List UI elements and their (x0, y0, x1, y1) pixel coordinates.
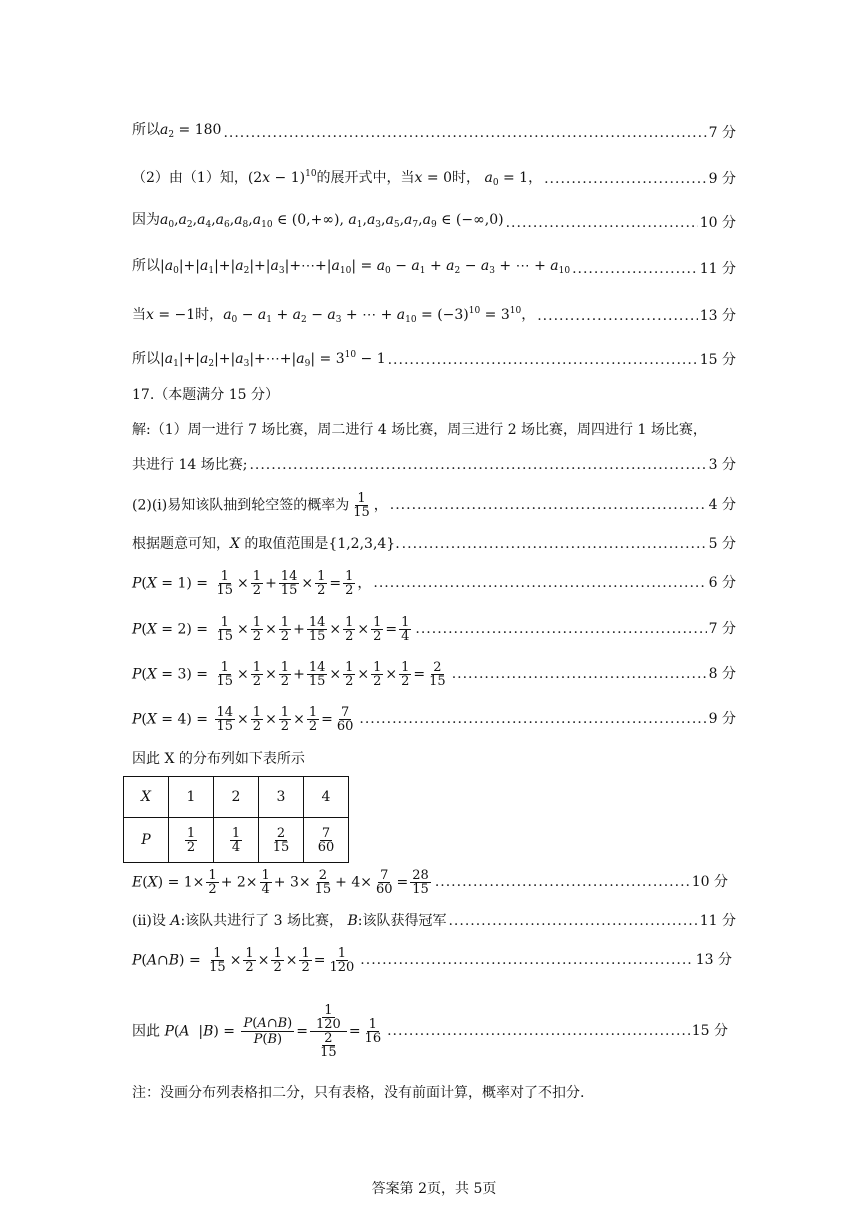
expectation-line (132, 865, 728, 899)
table-row (124, 818, 349, 863)
dot-leader (390, 495, 707, 515)
score-label: 9 分 (708, 170, 736, 187)
answer-line-signs (132, 210, 736, 235)
answer-line-part2 (132, 164, 736, 193)
score-label: 15 分 (691, 1023, 728, 1039)
line-text: 因为$a_0,a_2,a_4,a_6,a_8,a_{10}$ ∈ (0,+∞), $a_1,a_3,a_5,a_7,a_9$ ∈ (−∞,0) (132, 212, 504, 230)
dot-leader (402, 534, 707, 554)
score-label: 4 分 (708, 497, 736, 513)
line-text: 根据题意可知，X 的取值范围是{1,2,3,4}. (132, 536, 400, 552)
score-label: 11 分 (699, 260, 736, 277)
page-footer: 答案第 2页，共 5页 (371, 1181, 497, 1197)
score-label: 5 分 (708, 536, 736, 552)
line-text: （2）由（1）知，$(2x - 1)^{10}$的展开式中，当x = 0时， $a_0 = 1$， (132, 169, 543, 188)
line-text: P(X = 2) = $\frac{1}{15}$ × $\frac{1}{2}$ × $\frac{1}{2}$ + $\frac{14}{15}$ × $\frac{1}{2}$ × $\frac{1}{2}$ = $\frac{1}{4}$ (132, 614, 410, 644)
table-cell: $\frac{1}{4}$ (214, 818, 259, 863)
score-label: 8 分 (708, 666, 736, 682)
dot-leader (544, 169, 707, 189)
score-label: 10 分 (691, 874, 728, 890)
table-row (124, 777, 349, 818)
prob-x-4-line (132, 702, 736, 736)
prob-a-and-b-line (132, 943, 732, 977)
table-cell: $\frac{1}{2}$ (169, 818, 214, 863)
dot-leader (415, 619, 706, 639)
line-text: (2)(ⅰ)易知该队抽到轮空签的概率为 $\frac{1}{15}$ ， (132, 490, 388, 520)
range-line (132, 534, 736, 554)
score-label: 3 分 (708, 457, 736, 473)
score-label: 11 分 (699, 913, 736, 929)
line-text: E(X) = 1× $\frac{1}{2}$ + 2× $\frac{1}{4}$ + 3× $\frac{2}{15}$ + 4× $\frac{7}{60}$ = $\frac{28}{15}$ (132, 867, 429, 897)
part-2-ii-line (132, 911, 736, 931)
score-label: 13 分 (695, 952, 732, 968)
dot-leader (537, 306, 698, 326)
line-text: (ⅱ)设 A:该队共进行了 3 场比赛， B:该队获得冠军 (132, 913, 447, 929)
score-label: 7 分 (708, 124, 736, 141)
dot-leader (388, 350, 698, 370)
table-header-cell: 3 (259, 777, 304, 818)
table-header-cell: 2 (214, 777, 259, 818)
score-label: 6 分 (708, 575, 736, 591)
dot-leader (223, 123, 706, 143)
line-text: P(A∩B) = $\frac{1}{15}$ × $\frac{1}{2}$ × $\frac{1}{2}$ × $\frac{1}{2}$ = $\frac{1}{120}$ (132, 945, 355, 975)
table-header-cell: X (124, 777, 169, 818)
part-2-i-line (132, 488, 736, 522)
dot-leader (435, 872, 690, 892)
answer-line-x-minus-one (132, 301, 736, 330)
prob-x-3-line (132, 657, 736, 691)
answer-line-a2 (132, 120, 736, 145)
prob-x-2-line (132, 612, 736, 646)
table-cell: $\frac{2}{15}$ (259, 818, 304, 863)
dot-leader (452, 664, 707, 684)
dot-leader (360, 950, 693, 970)
line-text: 共进行 14 场比赛; (132, 457, 248, 473)
score-label: 7 分 (708, 621, 736, 637)
dot-leader (572, 259, 698, 279)
dot-leader (373, 573, 706, 593)
line-text: 所以$|a_0|+|a_1|+|a_2|+|a_3|+\cdots+|a_{10}| = a_0 - a_1 + a_2 - a_3$ + ⋯ + $a_{10}$ (132, 258, 571, 276)
distribution-intro: 因此 X 的分布列如下表所示 (132, 751, 305, 767)
answer-line-final-sum (132, 345, 736, 374)
score-label: 9 分 (708, 711, 736, 727)
dot-leader (506, 213, 698, 233)
table-row-label: P (124, 818, 169, 863)
line-text: 所以$|a_1|+|a_2|+|a_3|+\cdots+|a_9| = 3^{10} - 1$ (132, 350, 386, 369)
solution-line-2 (132, 455, 736, 475)
solution-line-1: 解:（1）周一进行 7 场比赛，周二进行 4 场比赛，周三进行 2 场比赛，周四进行 1 场比赛， (132, 422, 707, 438)
line-text: P(X = 1) = $\frac{1}{15}$ × $\frac{1}{2}$ + $\frac{14}{15}$ × $\frac{1}{2}$ = $\frac{1}{2}$ ， (132, 568, 372, 598)
dot-leader (448, 911, 697, 931)
table-cell: $\frac{7}{60}$ (304, 818, 349, 863)
line-text: P(X = 3) = $\frac{1}{15}$ × $\frac{1}{2}$ × $\frac{1}{2}$ + $\frac{14}{15}$ × $\frac{1}{2}$ × $\frac{1}{2}$ × $\frac{1}{2}$ = $\frac{2}{15}$ (132, 659, 446, 689)
score-label: 13 分 (699, 307, 736, 324)
dot-leader (387, 1021, 690, 1041)
line-text: 因此 P(A |B) = $\frac{P(A\cap B)}{P(B)}$ = $\frac{\frac{1}{120}}{\frac{2}{15}}$ = $\frac{1}{16}$ (132, 1002, 382, 1060)
table-header-cell: 4 (304, 777, 349, 818)
table-header-cell: 1 (169, 777, 214, 818)
grading-note: 注：没画分布列表格扣二分，只有表格，没有前面计算，概率对了不扣分. (132, 1085, 585, 1101)
line-text: 所以$a_2 = 180$ (132, 122, 222, 140)
question-17-header: 17.（本题满分 15 分） (132, 387, 279, 403)
score-label: 15 分 (699, 351, 736, 368)
line-text: P(X = 4) = $\frac{14}{15}$ × $\frac{1}{2}$ × $\frac{1}{2}$ × $\frac{1}{2}$ = $\frac{7}{60}$ (132, 704, 354, 734)
distribution-table (123, 776, 349, 863)
answer-line-abs-sum (132, 256, 736, 281)
prob-x-1-line (132, 566, 736, 600)
score-label: 10 分 (699, 214, 736, 231)
dot-leader (249, 455, 706, 475)
dot-leader (359, 709, 706, 729)
conditional-prob-line (132, 995, 728, 1067)
line-text: 当x = −1时，$a_0 - a_1 + a_2 - a_3$ + ⋯ + $a_{10} = (-3)^{10} = 3^{10}$， (132, 306, 536, 325)
